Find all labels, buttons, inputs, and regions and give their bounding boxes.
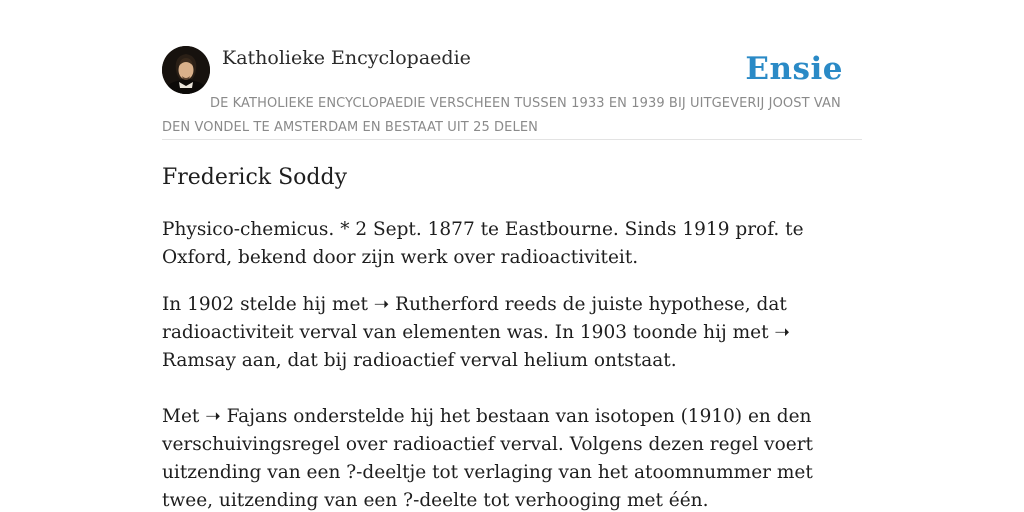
publication-description: DE KATHOLIEKE ENCYCLOPAEDIE VERSCHEEN TUSSEN 1933 EN 1939 BIJ UITGEVERIJ JOOST VAN DEN VONDEL TE AMSTERDAM EN BESTAAT UIT 25 DELEN	[162, 96, 841, 135]
brand-logo[interactable]: Ensie	[745, 51, 843, 87]
article-paragraph: Met ➝ Fajans onderstelde hij het bestaan van isotopen (1910) en den verschuivingsregel over radioactief verval. Volgens dezen regel voert uitzending van een ?-deeltje tot verlaging van het atoomnummer met twee, uitzending van een ?-deelte tot verhooging met één.	[162, 406, 813, 511]
article	[162, 162, 862, 512]
publication-header	[162, 40, 862, 140]
portrait-icon	[162, 46, 210, 94]
article-title: Frederick Soddy	[162, 165, 348, 190]
publication-avatar[interactable]	[162, 46, 210, 94]
publication-title[interactable]: Katholieke Encyclopaedie	[222, 47, 471, 69]
article-paragraph: Physico-chemicus. * 2 Sept. 1877 te Eastbourne. Sinds 1919 prof. te Oxford, bekend door zijn werk over radioactiviteit.	[162, 219, 804, 268]
article-paragraph: In 1902 stelde hij met ➝ Rutherford reeds de juiste hypothese, dat radioactiviteit verval van elementen was. In 1903 toonde hij met ➝ Ramsay aan, dat bij radioactief verval helium ontstaat.	[162, 294, 790, 371]
